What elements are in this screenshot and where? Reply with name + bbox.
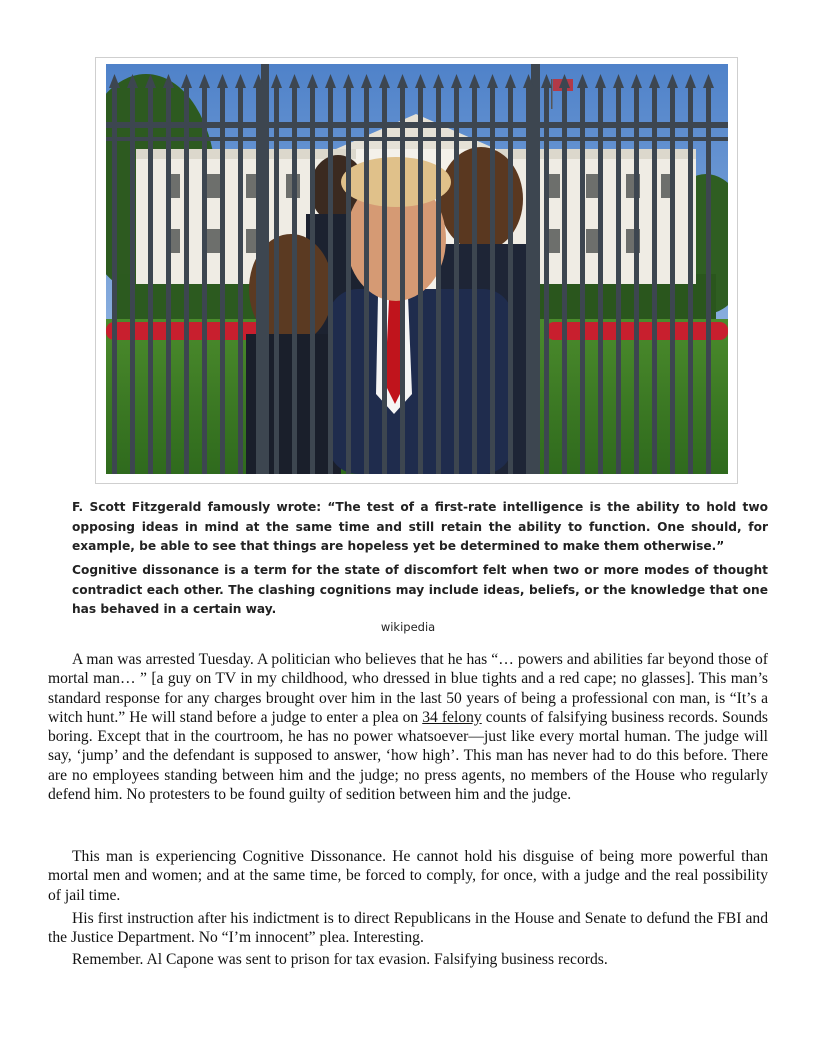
p1-text-after: counts of falsifying business records. Sounds boring. Except that in the courtroom, he has no power whatsoever—just like every mortal human. The judge will say, ‘jump’ and the defendant is supposed to answer, ‘how high’. This man has never had to do this before. There are no employees standing between him and the judge; no press agents, no members of the House who regularly defend him. No protesters to be found guilty of sedition between him and the judge. (48, 708, 768, 804)
felony-count-link[interactable]: 34 felony (422, 708, 482, 726)
photo-illustration (106, 64, 728, 474)
body-paragraph-3: His first instruction after his indictment is to direct Republicans in the House and Senate to defund the FBI and the Justice Department. No “I’m innocent” plea. Interesting. (48, 910, 768, 947)
body-paragraph-4: Remember. Al Capone was sent to prison for tax evasion. Falsifying business records. (72, 951, 608, 968)
fitzgerald-quote: F. Scott Fitzgerald famously wrote: “The test of a first-rate intelligence is the ability to hold two opposing ideas in mind at the same time and still retain the ability to function. One should, for example, be able to see that things are hopeless yet be determined to make them otherwise.” (72, 500, 768, 554)
cognitive-dissonance-definition: Cognitive dissonance is a term for the state of discomfort felt when two or more modes of thought contradict each other. The clashing cognitions may include ideas, beliefs, or the knowledge that one has behaved in a certain way. (72, 563, 768, 617)
white-house-fence-photo (106, 64, 728, 474)
body-paragraph-1 (48, 650, 768, 804)
photo-frame (95, 57, 738, 484)
p1-text-before: A man was arrested Tuesday. A politician who believes that he has “… powers and abilities far beyond those of mortal man… ” [a guy on TV in my childhood, who dressed in blue tights and a red cape; no glasses]. This man’s standard response for any charges brought over him in the last 50 years of being a professional con man, is “It’s a witch hunt.” He will stand before a judge to enter a plea on (48, 651, 768, 726)
body-paragraph-2: This man is experiencing Cognitive Dissonance. He cannot hold his disguise of being more powerful than mortal men and women; and at the same time, be forced to comply, for once, with a judge and the real possibility of jail time. (48, 848, 768, 904)
quote-source: wikipedia (380, 620, 436, 634)
